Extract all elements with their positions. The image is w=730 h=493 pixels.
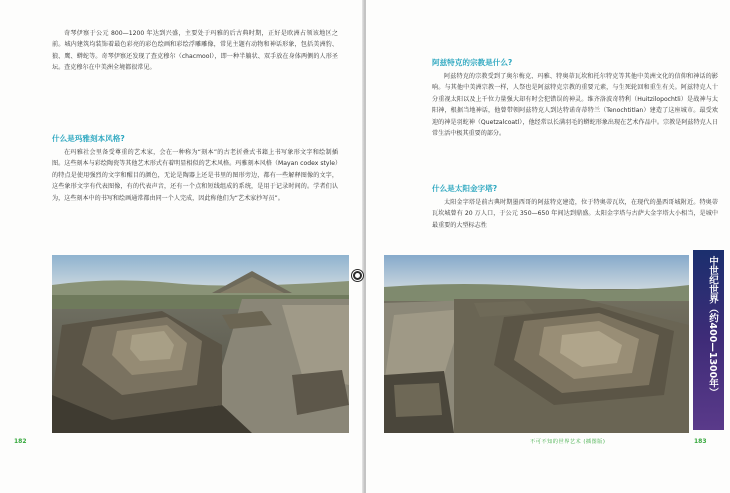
avenue-of-the-dead-image <box>384 255 689 433</box>
pyramid-of-the-moon-image <box>52 255 349 433</box>
left-heading: 什么是玛雅刻本风格? <box>52 134 125 143</box>
right-pyramid-photo <box>384 255 689 433</box>
left-paragraph-1 <box>52 28 338 74</box>
right-paragraph-1-text: 阿兹特克的宗教受到了奥尔梅克、玛雅、特奥蒂瓦坎和托尔特克等其他中美洲文化的信仰和神话的影响。与其他中美洲宗教一样，人祭也是阿兹特克宗教的重要元素，与生死轮回和重生有关。阿兹特克人十分重视太阳以及上千位力量强大却有时会犯错误的神灵。维齐洛波奇特利（Huitzilopochtli）是战神与太阳神，根据当地神话，他曾带领阿兹特克人到达特诺奇蒂特兰（Tenochtitlan）建造了这座城市。最受欢迎的神是羽蛇神（Quetzalcoatl），他经常以长满羽毛的蟒蛇形象出现在艺术作品中。宗教是阿兹特克人日常生活中极其重要的部分。 <box>432 73 718 138</box>
chapter-side-tab-text: 中世纪世界（约400—1300年） <box>707 256 718 398</box>
right-heading-2: 什么是太阳金字塔? <box>432 184 498 193</box>
right-page <box>366 0 730 493</box>
left-pyramid-photo <box>52 255 349 433</box>
book-footer-title: 不可不知的世界艺术 (插图版) <box>530 439 606 445</box>
right-paragraph-1 <box>432 71 718 139</box>
left-paragraph-2 <box>52 147 338 204</box>
left-page <box>0 0 364 493</box>
chapter-side-tab <box>693 250 724 430</box>
left-paragraph-1-text: 奇琴伊察于公元 800—1200 年达到兴盛，主要处于玛雅的后古典时期，正好是欧洲占领该地区之前。城内建筑均装饰着最色彩亮的彩色绘画和彩绘浮雕雕像，常见主题有动物和神话形象，包括美洲豹、狼、鹰、蟒蛇等。奇琴伊察还发现了查克穆尔（chacmool），即一种半躺状、双手放在身体两侧的人形圣坛。查克穆尔在中美洲全境都很常见。 <box>52 30 338 72</box>
right-paragraph-2-text: 太阳金字塔是前古典时期墨西哥的阿兹特克建造，位于特奥蒂瓦坎，在现代的墨西哥城附近。特奥蒂瓦坎城曾有 20 万人口，于公元 350—650 年间达到鼎盛。太阳金字塔与古萨大金字塔大小相当，是城中最重要的大型标志性 <box>432 199 718 229</box>
left-page-number: 182 <box>14 438 27 445</box>
right-page-number: 183 <box>694 438 707 445</box>
right-heading-1: 阿兹特克的宗教是什么? <box>432 58 513 67</box>
right-paragraph-2 <box>432 197 718 231</box>
left-paragraph-2-text: 在玛雅社会里备受尊重的艺术家，会在一种称为“刻本”的古老折叠式书籍上书写象形文字和绘制插图。这些刻本与彩绘陶瓷等其他艺术形式有着明显相似的艺术风格。玛雅刻本风格（Mayan codex style）的特点是使用强烈的文字和醒目的颜色，无论是陶器上还是书里的图形旁边，都有一些解释图像的文字，这些象形文字有代表图像，有的代表声音，还有一个点和短线组成的系统，是用于记录时间的。学者们认为，这些刻本中的书写和绘画通常都由同一个人完成，因此称他们为“艺术家抄写员”。 <box>52 149 338 202</box>
left-ornament-icon <box>352 270 363 281</box>
